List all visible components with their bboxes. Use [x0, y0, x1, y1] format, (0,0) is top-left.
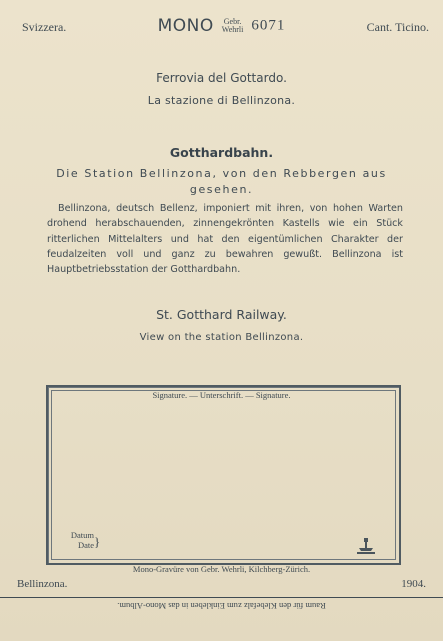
english-title: St. Gotthard Railway. — [156, 307, 287, 322]
signature-label: Signature. — Unterschrift. — Signature. — [152, 390, 291, 400]
brand-sub-1: Gebr. — [223, 17, 242, 26]
year-caption: 1904. — [401, 578, 426, 590]
italian-title: Ferrovia del Gottardo. — [156, 71, 287, 85]
signature-frame-inner — [51, 390, 396, 560]
date-labels — [61, 530, 94, 550]
brand-name: MONO — [157, 16, 214, 36]
brand-subtitle — [222, 18, 244, 34]
italian-subtitle: La stazione di Bellinzona. — [147, 94, 296, 107]
place-caption: Bellinzona. — [17, 578, 68, 590]
date-label: Date — [77, 540, 94, 550]
fold-line — [0, 597, 443, 598]
ink-stamp-icon — [356, 537, 376, 555]
german-body: Bellinzona, deutsch Bellenz, imponiert mit ihren, von hohen Warten drohend herabschauenden, zinnengekrönten Kastells wie ein Stück ritterlichen Mittelalters und hat den eigentümlichen Charakter der feudalzeiten voll und ganz zu bewahren gewußt. Bellinzona ist Hauptbetriebsstation der Gotthardbahn. — [47, 203, 403, 276]
brand-sub-2: Wehrli — [221, 25, 244, 34]
date-bracket: } — [94, 534, 101, 549]
canton-label: Cant. Ticino. — [366, 20, 429, 34]
card-number: 6071 — [251, 17, 286, 34]
album-fold-note: Raum für den Klebefalz zum Einkleben in das Mono-Album. — [117, 601, 326, 611]
datum-label: Datum — [70, 530, 94, 540]
country-label: Svizzera. — [22, 20, 67, 34]
german-subtitle: Die Station Bellinzona, von den Rebbergen aus gesehen. — [56, 167, 387, 196]
engraver-credit: Mono-Gravüre von Gebr. Wehrli, Kilchberg-Zürich. — [132, 564, 311, 574]
german-title: Gotthardbahn. — [169, 145, 274, 160]
english-subtitle: View on the station Bellinzona. — [139, 332, 304, 343]
